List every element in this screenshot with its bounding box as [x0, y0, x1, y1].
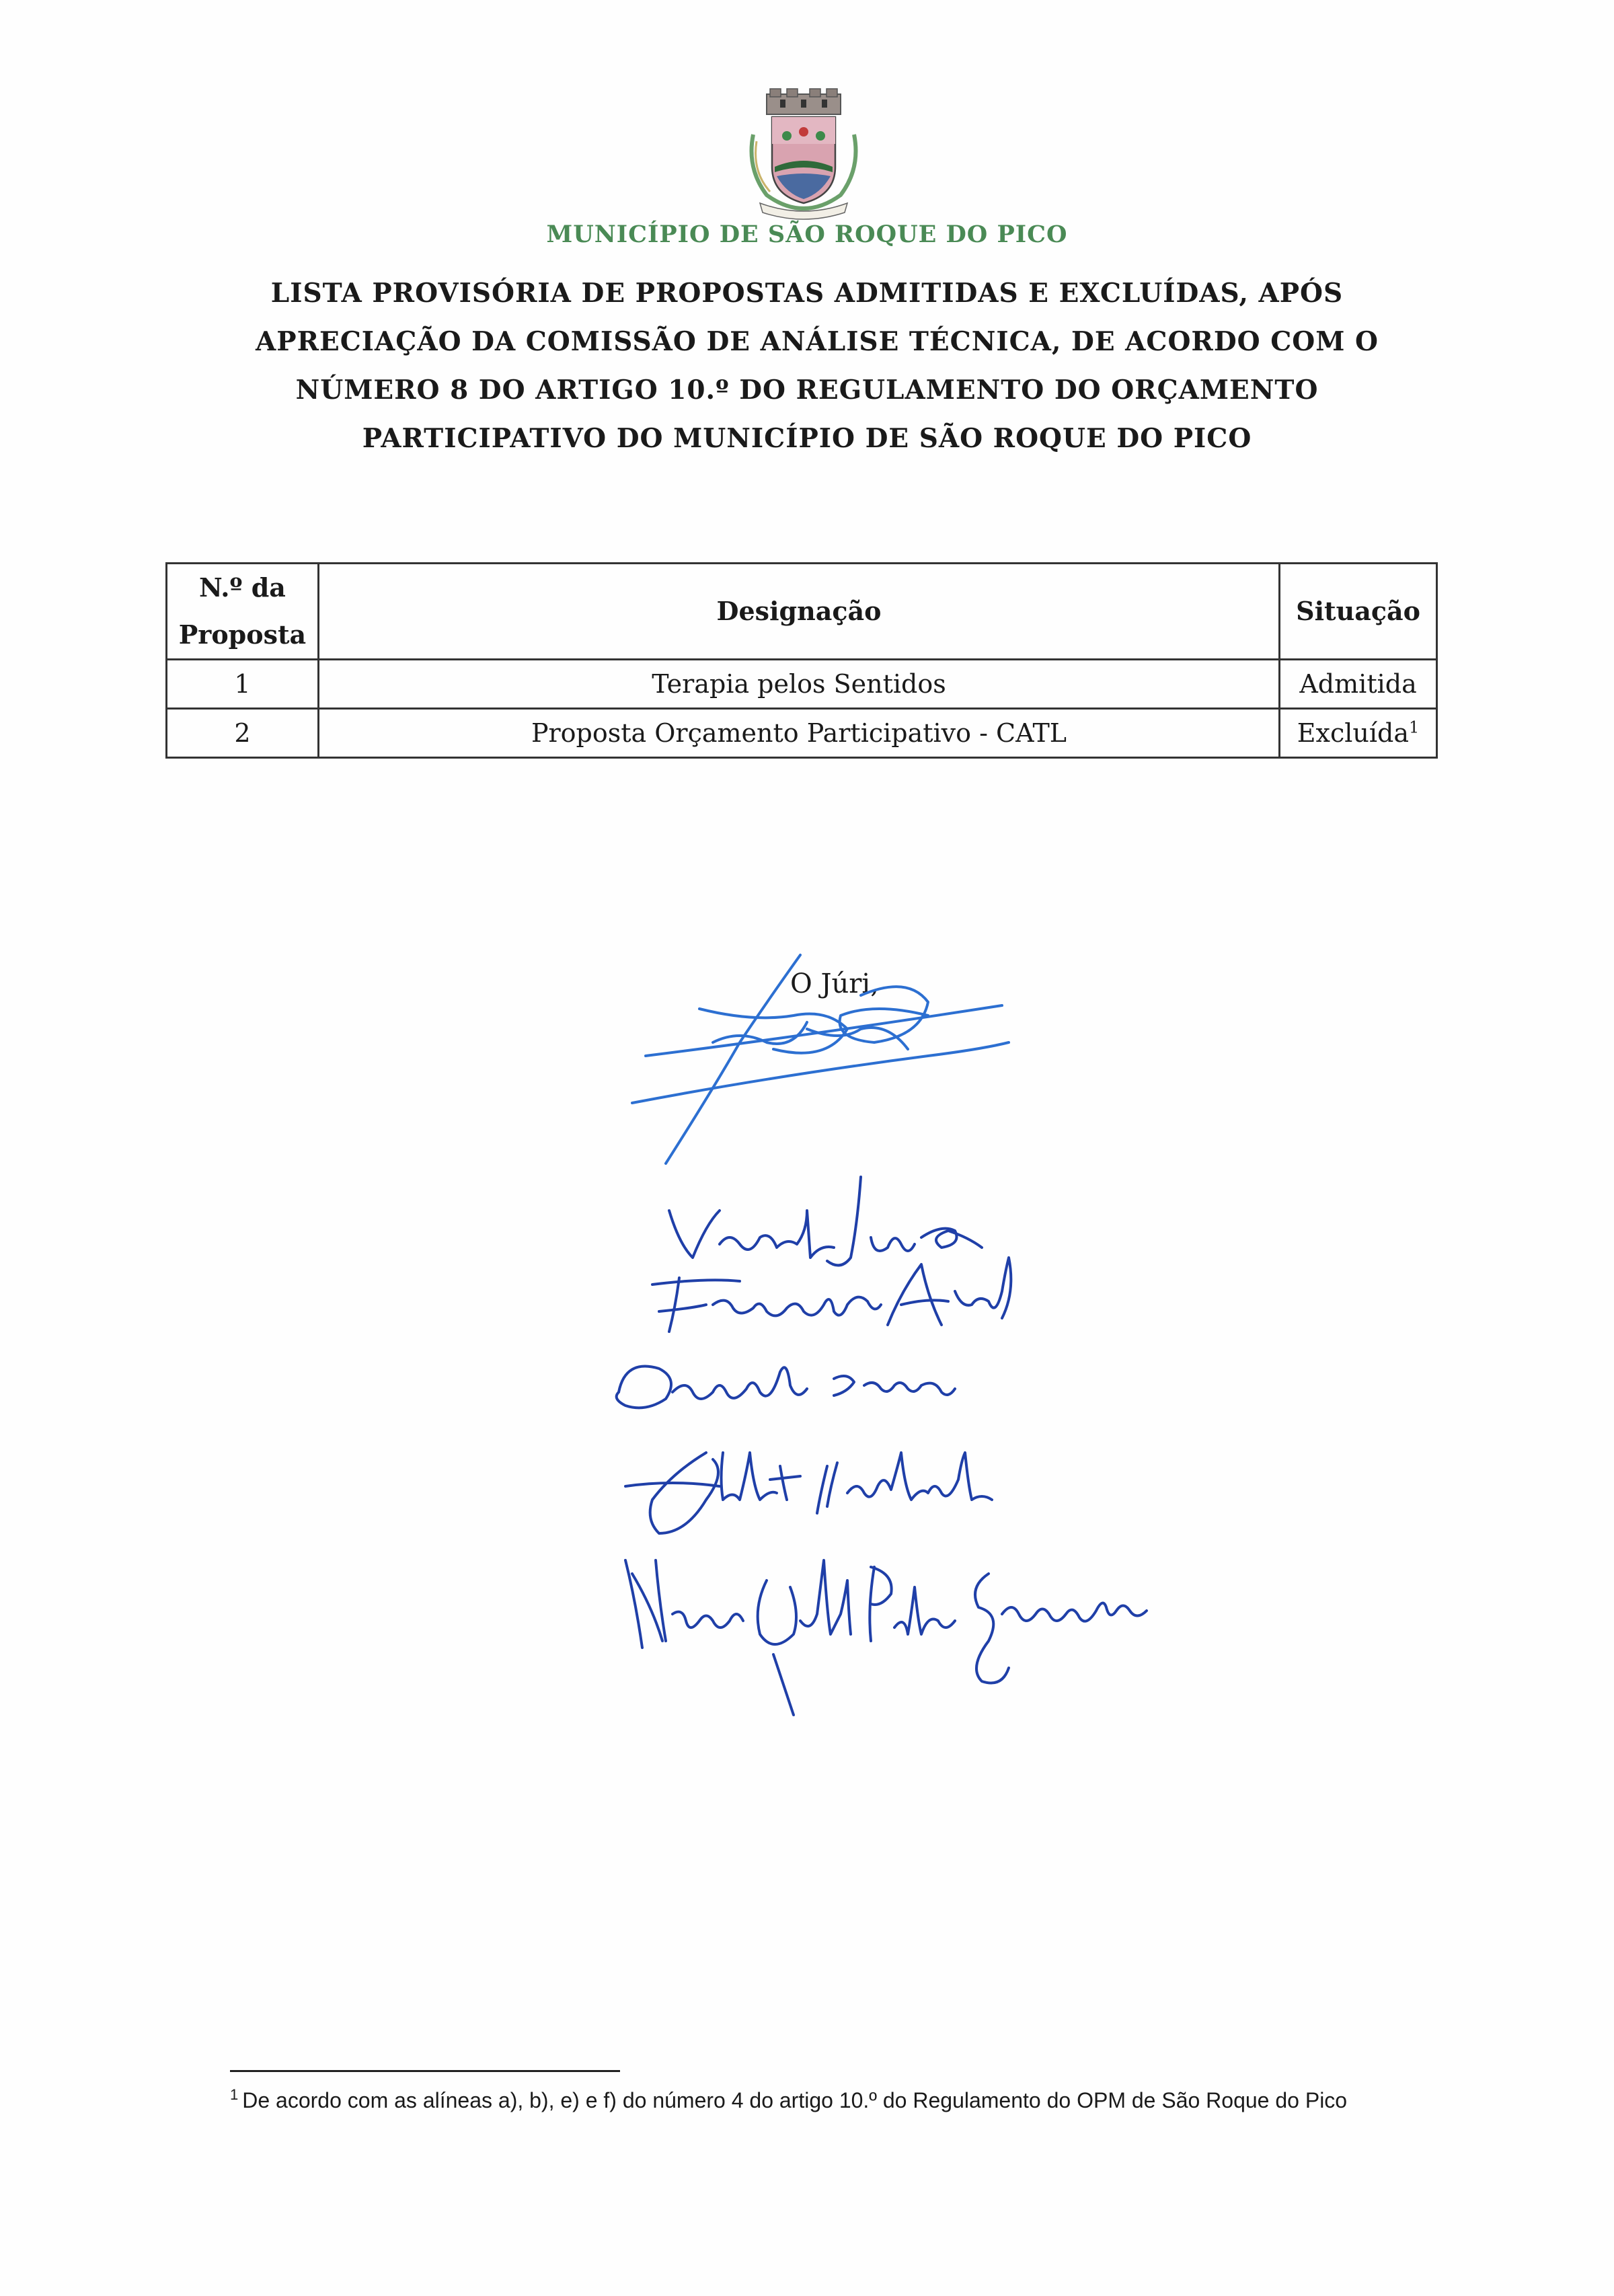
cell-status: Admitida — [1280, 660, 1437, 709]
footnote-reference[interactable]: 1 — [1409, 718, 1420, 737]
cell-designation: Proposta Orçamento Participativo - CATL — [318, 709, 1279, 758]
signature-3 — [652, 1258, 1011, 1332]
document-title — [256, 269, 1379, 463]
signature-6 — [625, 1560, 1147, 1715]
signature-2 — [669, 1177, 982, 1265]
proposals-table — [165, 562, 1438, 759]
coat-of-arms-icon — [740, 87, 868, 222]
footnote — [230, 2085, 1360, 2116]
title-line: APRECIAÇÃO DA COMISSÃO DE ANÁLISE TÉCNICA, DE ACORDO COM O — [256, 326, 1379, 357]
signature-4 — [617, 1367, 955, 1408]
header-status: Situação — [1280, 564, 1437, 660]
municipality-name: MUNICÍPIO DE SÃO ROQUE DO PICO — [546, 221, 1068, 248]
cell-number: 1 — [167, 660, 319, 709]
cell-status — [1280, 709, 1437, 758]
title-line: LISTA PROVISÓRIA DE PROPOSTAS ADMITIDAS E EXCLUÍDAS, APÓS — [270, 278, 1344, 309]
table-row — [167, 709, 1437, 758]
header-proposal-number: N.º da Proposta — [167, 564, 319, 660]
jury-label: O Júri, — [790, 968, 879, 999]
signatures — [605, 942, 1345, 1735]
title-line: NÚMERO 8 DO ARTIGO 10.º DO REGULAMENTO DO ORÇAMENTO — [295, 375, 1319, 406]
cell-number: 2 — [167, 709, 319, 758]
title-line: PARTICIPATIVO DO MUNICÍPIO DE SÃO ROQUE DO PICO — [362, 423, 1252, 454]
footnote-text: De acordo com as alíneas a), b), e) e f) do número 4 do artigo 10.º do Regulamento do OPM de São Roque do Pico — [242, 2088, 1348, 2112]
header-designation: Designação — [318, 564, 1279, 660]
footnote-rule — [230, 2070, 620, 2072]
signature-1 — [632, 955, 1009, 1163]
cell-designation: Terapia pelos Sentidos — [318, 660, 1279, 709]
table-header-row — [167, 564, 1437, 660]
status-text: Excluída — [1297, 718, 1410, 748]
signature-5 — [625, 1453, 992, 1533]
footnote-mark: 1 — [230, 2086, 239, 2104]
table-row — [167, 660, 1437, 709]
